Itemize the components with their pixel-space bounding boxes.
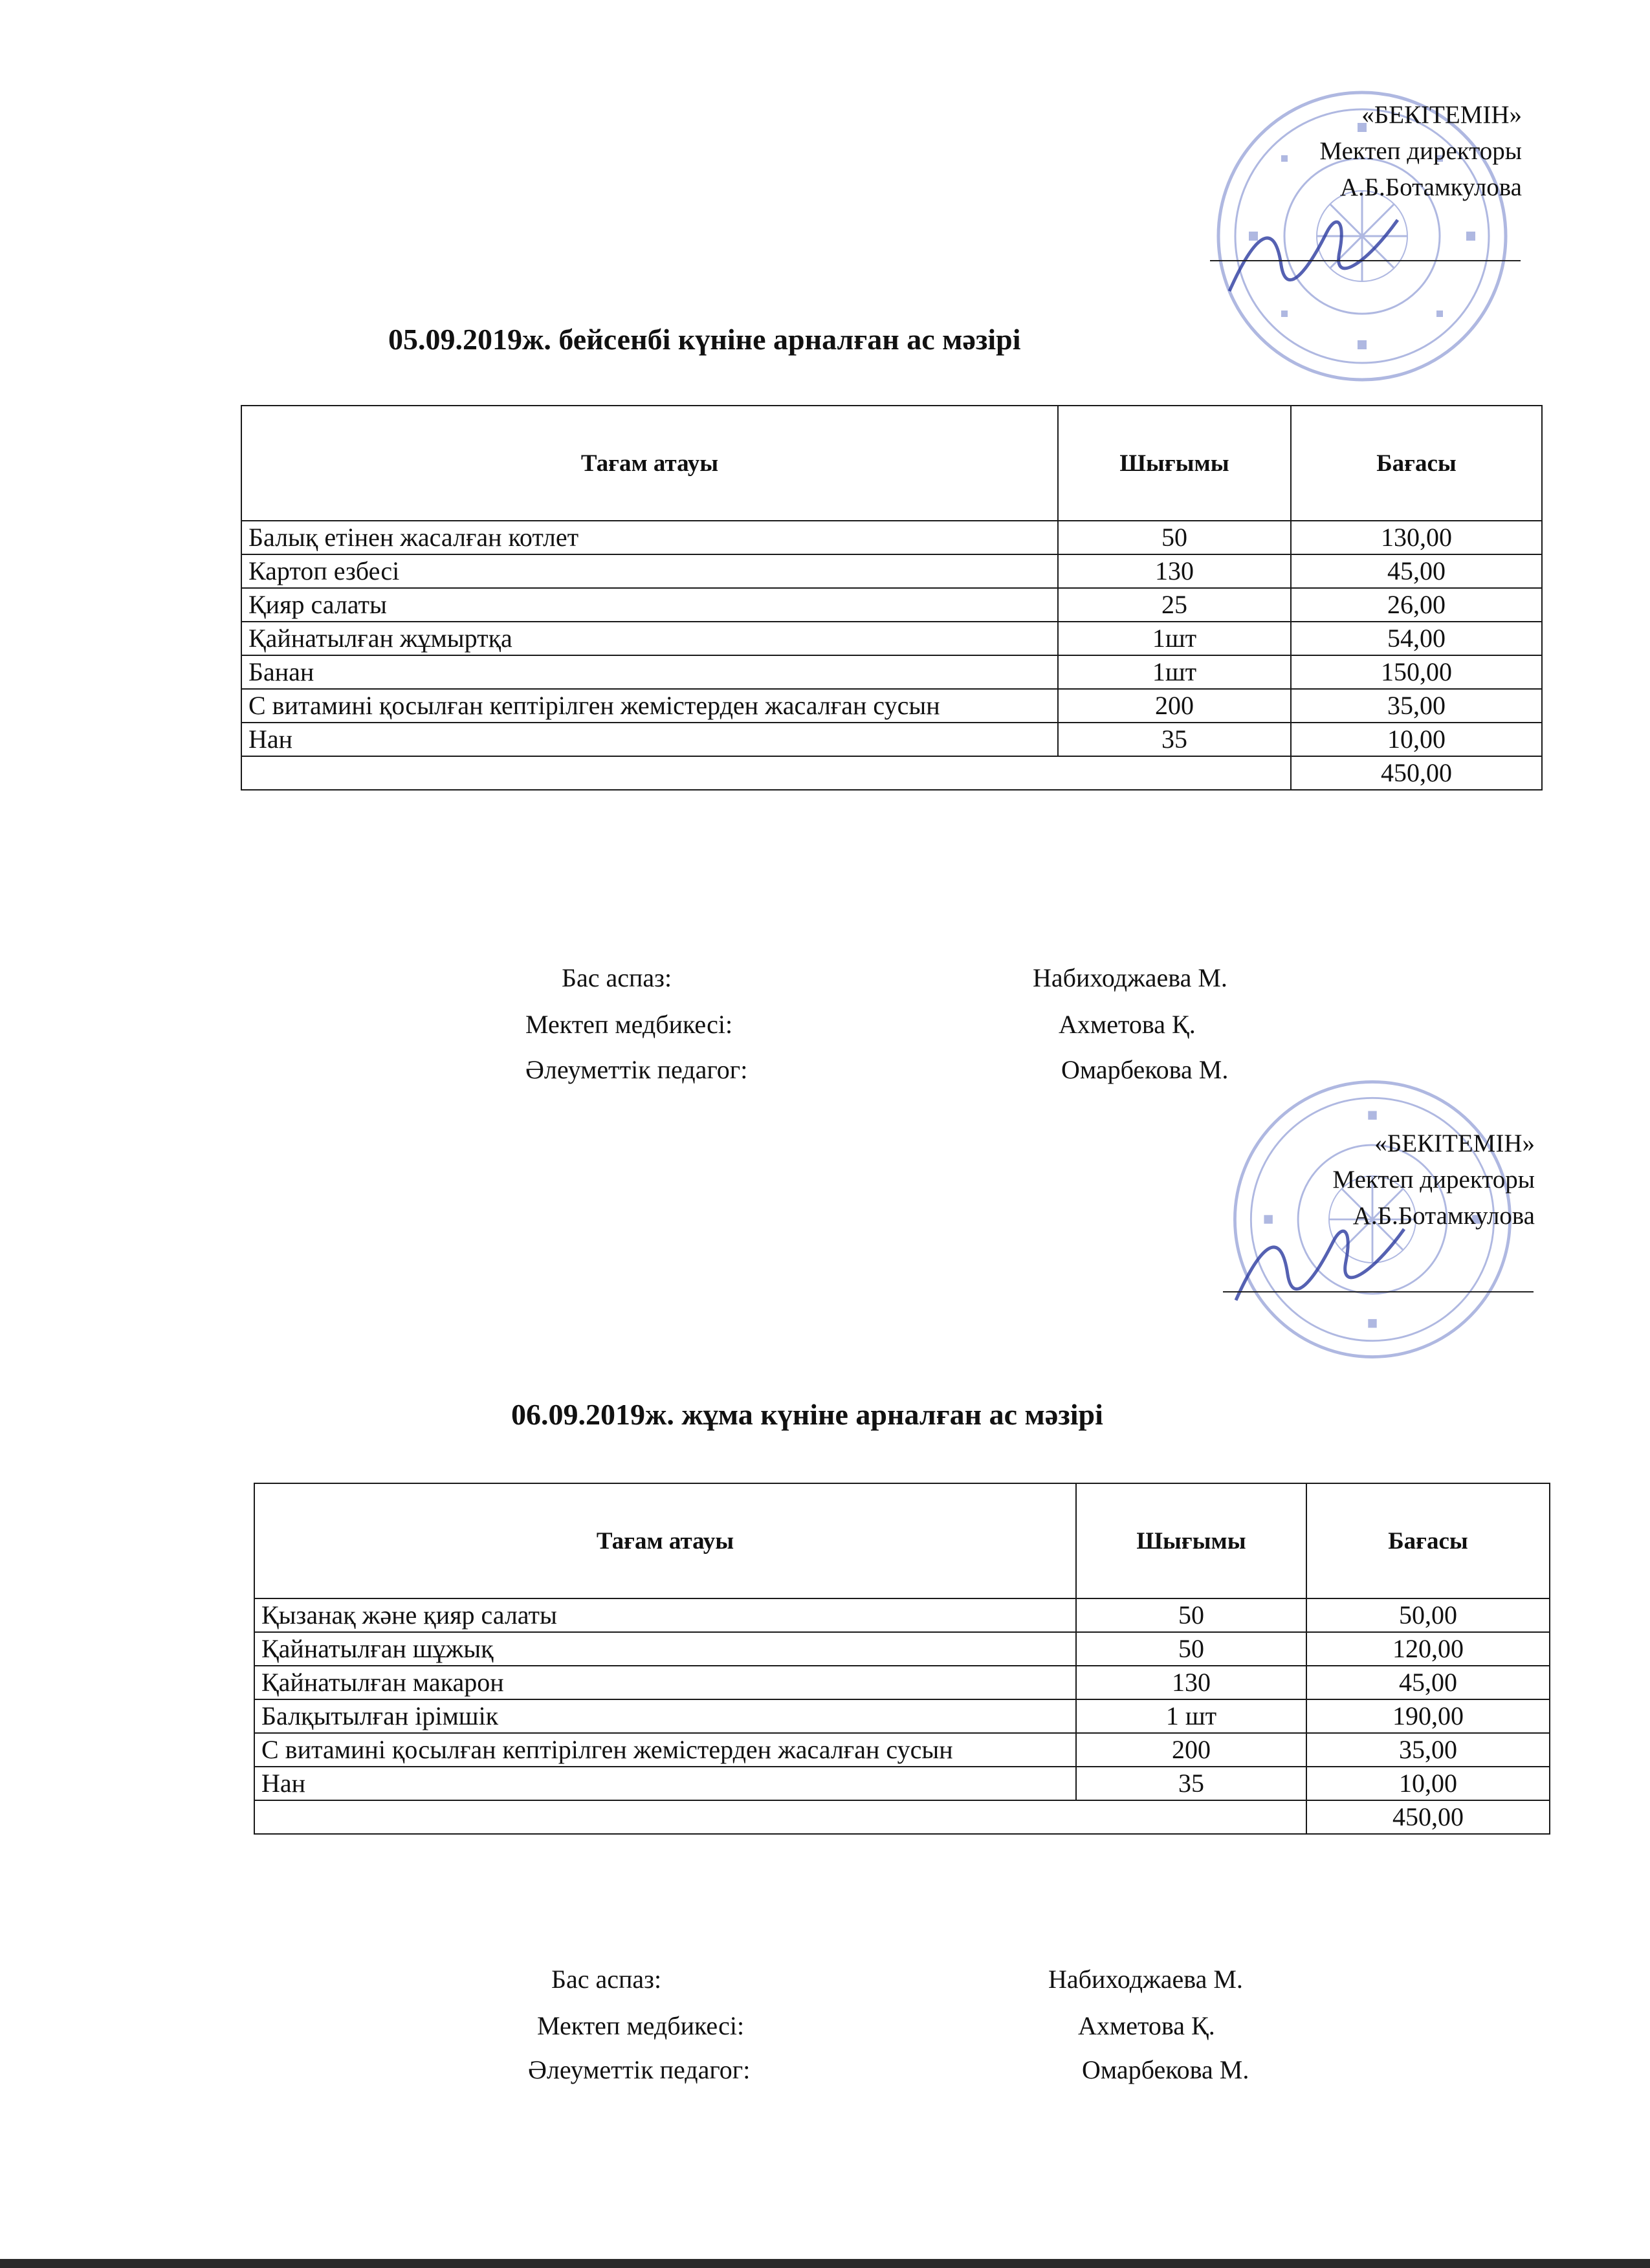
dish-name: Қайнатылған шұжық	[254, 1632, 1076, 1666]
sig-role-social-pedagogue: Әлеуметтік педагог:	[528, 2055, 751, 2084]
dish-price: 26,00	[1291, 588, 1542, 622]
dish-price: 120,00	[1306, 1632, 1550, 1666]
table-row	[254, 1767, 1550, 1800]
dish-name: Балық етінен жасалған котлет	[241, 521, 1058, 554]
dish-name: С витамині қосылған кептірілген жемістерден жасалған сусын	[241, 689, 1058, 723]
dish-yield: 35	[1058, 723, 1291, 756]
table-header-row	[241, 406, 1542, 521]
dish-yield: 200	[1058, 689, 1291, 723]
dish-name: Картоп езбесі	[241, 554, 1058, 588]
approval-role: Мектеп директоры	[1332, 1166, 1535, 1194]
menu-title-1: 05.09.2019ж. бейсенбі күніне арналған ас мәзірі	[388, 323, 1021, 356]
sig-role-nurse: Мектеп медбикесі:	[537, 2011, 745, 2040]
sig-role-chef: Бас аспаз:	[562, 963, 672, 992]
dish-name: Қияр салаты	[241, 588, 1058, 622]
dish-yield: 1шт	[1058, 655, 1291, 689]
sig-name-social-pedagogue: Омарбекова М.	[1061, 1055, 1229, 1084]
approval-heading: «БЕКІТЕМІН»	[1374, 1129, 1535, 1157]
dish-yield: 25	[1058, 588, 1291, 622]
dish-price: 130,00	[1291, 521, 1542, 554]
approval-signature-line	[1223, 1291, 1534, 1292]
table-row	[241, 588, 1542, 622]
sig-name-nurse: Ахметова Қ.	[1078, 2011, 1215, 2040]
header-yield: Шығымы	[1076, 1483, 1306, 1598]
sig-role-chef: Бас аспаз:	[551, 1965, 662, 1994]
dish-name: Қайнатылған жұмыртқа	[241, 622, 1058, 655]
table-row	[241, 689, 1542, 723]
dish-price: 190,00	[1306, 1699, 1550, 1733]
table-row	[241, 521, 1542, 554]
approval-name: А.Б.Ботамкулова	[1352, 1202, 1535, 1230]
header-dish-name: Тағам атауы	[241, 406, 1058, 521]
dish-price: 50,00	[1306, 1598, 1550, 1632]
dish-yield: 50	[1058, 521, 1291, 554]
header-price: Бағасы	[1291, 406, 1542, 521]
dish-name: Нан	[254, 1767, 1076, 1800]
table-row	[241, 622, 1542, 655]
table-row	[254, 1598, 1550, 1632]
menu-total: 450,00	[1306, 1800, 1550, 1834]
dish-name: С витамині қосылған кептірілген жемістерден жасалған сусын	[254, 1733, 1076, 1767]
table-row	[254, 1733, 1550, 1767]
dish-price: 10,00	[1306, 1767, 1550, 1800]
table-row	[241, 554, 1542, 588]
header-dish-name: Тағам атауы	[254, 1483, 1076, 1598]
approval-block-1	[1178, 97, 1522, 206]
table-row	[254, 1632, 1550, 1666]
total-empty-cell	[254, 1800, 1306, 1834]
dish-yield: 1шт	[1058, 622, 1291, 655]
director-signature	[1216, 194, 1411, 317]
table-total-row	[241, 756, 1542, 790]
menu-title-2: 06.09.2019ж. жұма күніне арналған ас мәзірі	[511, 1398, 1103, 1431]
table-total-row	[254, 1800, 1550, 1834]
dish-yield: 130	[1058, 554, 1291, 588]
dish-price: 35,00	[1291, 689, 1542, 723]
dish-yield: 200	[1076, 1733, 1306, 1767]
sig-name-chef: Набиходжаева М.	[1033, 963, 1227, 992]
scan-edge	[0, 2259, 1650, 2268]
approval-name: А.Б.Ботамкулова	[1339, 173, 1522, 201]
header-price: Бағасы	[1306, 1483, 1550, 1598]
approval-signature-line	[1210, 260, 1521, 261]
total-empty-cell	[241, 756, 1291, 790]
menu-table-1	[241, 405, 1543, 791]
dish-name: Қайнатылған макарон	[254, 1666, 1076, 1699]
table-row	[254, 1699, 1550, 1733]
dish-yield: 130	[1076, 1666, 1306, 1699]
dish-price: 54,00	[1291, 622, 1542, 655]
table-header-row	[254, 1483, 1550, 1598]
dish-price: 150,00	[1291, 655, 1542, 689]
sig-name-nurse: Ахметова Қ.	[1059, 1010, 1196, 1039]
dish-yield: 1 шт	[1076, 1699, 1306, 1733]
dish-price: 45,00	[1291, 554, 1542, 588]
dish-price: 45,00	[1306, 1666, 1550, 1699]
menu-table-2	[254, 1483, 1550, 1835]
dish-name: Қызанақ және қияр салаты	[254, 1598, 1076, 1632]
dish-price: 10,00	[1291, 723, 1542, 756]
dish-name: Нан	[241, 723, 1058, 756]
approval-block-2	[1191, 1126, 1535, 1234]
table-row	[241, 655, 1542, 689]
approval-role: Мектеп директоры	[1319, 137, 1522, 165]
table-row	[254, 1666, 1550, 1699]
sig-role-social-pedagogue: Әлеуметтік педагог:	[525, 1055, 748, 1084]
dish-name: Банан	[241, 655, 1058, 689]
dish-price: 35,00	[1306, 1733, 1550, 1767]
approval-heading: «БЕКІТЕМІН»	[1361, 101, 1522, 129]
header-yield: Шығымы	[1058, 406, 1291, 521]
dish-yield: 35	[1076, 1767, 1306, 1800]
sig-name-chef: Набиходжаева М.	[1048, 1965, 1243, 1994]
sig-role-nurse: Мектеп медбикесі:	[525, 1010, 733, 1039]
menu-total: 450,00	[1291, 756, 1542, 790]
dish-name: Балқытылған ірімшік	[254, 1699, 1076, 1733]
table-row	[241, 723, 1542, 756]
sig-name-social-pedagogue: Омарбекова М.	[1082, 2055, 1249, 2084]
dish-yield: 50	[1076, 1598, 1306, 1632]
dish-yield: 50	[1076, 1632, 1306, 1666]
